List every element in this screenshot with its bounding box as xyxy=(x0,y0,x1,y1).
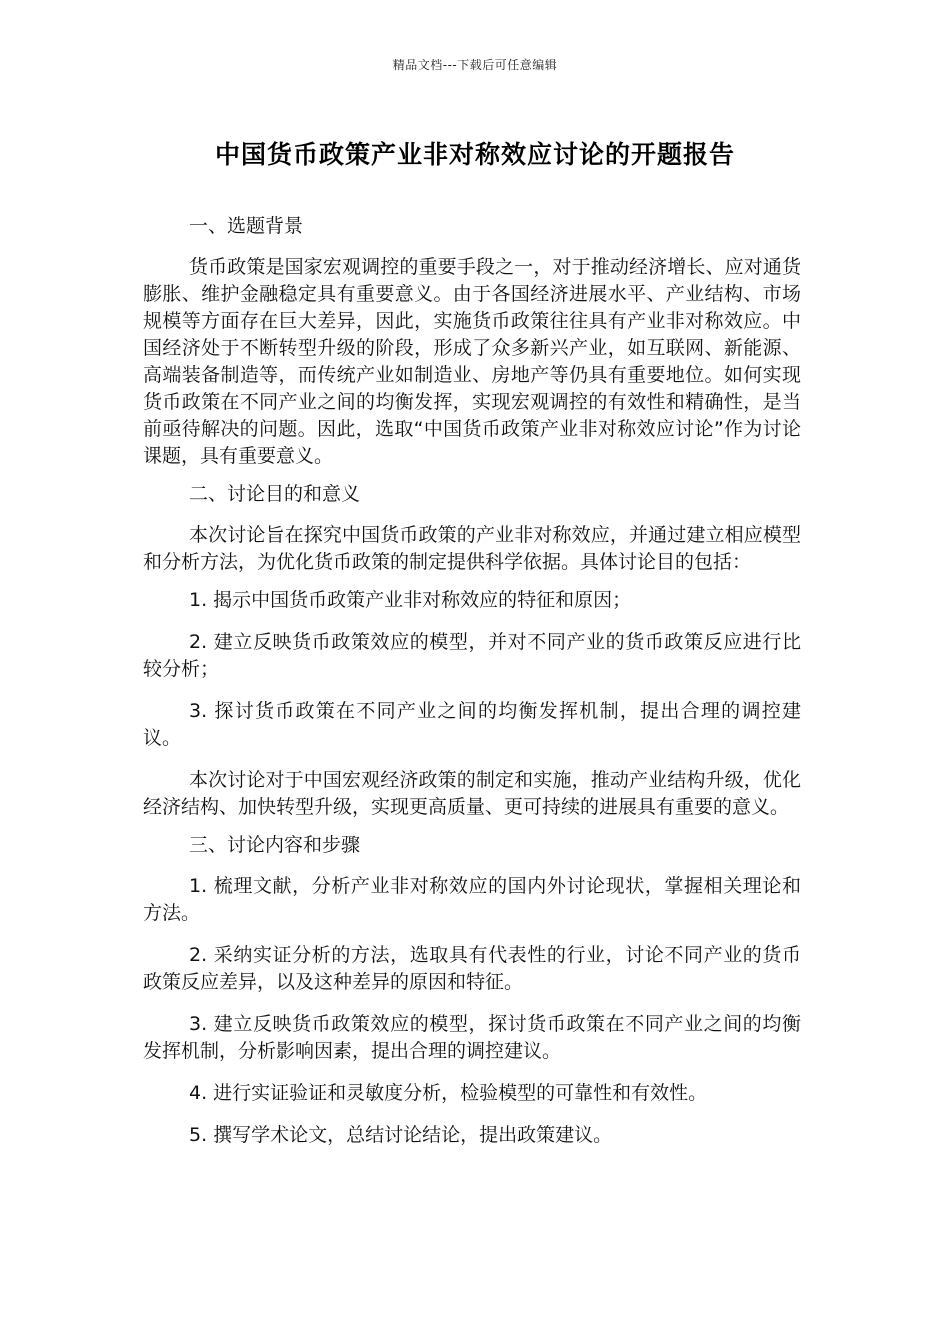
purpose-item-2: 2. 建立反映货币政策效应的模型，并对不同产业的货币政策反应进行比较分析； xyxy=(143,631,801,680)
section-heading-purpose: 二、讨论目的和意义 xyxy=(189,483,361,505)
content-item-4: 4. 进行实证验证和灵敏度分析，检验模型的可靠性和有效性。 xyxy=(189,1082,708,1104)
section-heading-background: 一、选题背景 xyxy=(189,215,304,237)
background-paragraph: 货币政策是国家宏观调控的重要手段之一，对于推动经济增长、应对通货膨胀、维护金融稳定具有重要意义。由于各国经济进展水平、产业结构、市场规模等方面存在巨大差异，因此，实施货币政策往往具有产业非对称效应。中国经济处于不断转型升级的阶段，形成了众多新兴产业，如互联网、新能源、高端装备制造等，而传统产业如制造业、房地产等仍具有重要地位。如何实现货币政策在不同产业之间的均衡发挥，实现宏观调控的有效性和精确性，是当前亟待解决的问题。因此，选取“中国货币政策产业非对称效应讨论”作为讨论课题，具有重要意义。 xyxy=(143,256,801,467)
section-heading-content: 三、讨论内容和步骤 xyxy=(189,834,361,856)
content-item-5: 5. 撰写学术论文，总结讨论结论，提出政策建议。 xyxy=(189,1124,613,1146)
purpose-item-3: 3. 探讨货币政策在不同产业之间的均衡发挥机制，提出合理的调控建议。 xyxy=(143,700,801,749)
content-item-2: 2. 采纳实证分析的方法，选取具有代表性的行业，讨论不同产业的货币政策反应差异，以及这种差异的原因和特征。 xyxy=(143,944,801,993)
purpose-significance-paragraph: 本次讨论对于中国宏观经济政策的制定和实施，推动产业结构升级，优化经济结构、加快转型升级，实现更高质量、更可持续的进展具有重要的意义。 xyxy=(143,769,801,818)
document-body xyxy=(143,213,801,1164)
content-item-3: 3. 建立反映货币政策效应的模型，探讨货币政策在不同产业之间的均衡发挥机制，分析影响因素，提出合理的调控建议。 xyxy=(143,1013,801,1062)
purpose-intro-paragraph: 本次讨论旨在探究中国货币政策的产业非对称效应，并通过建立相应模型和分析方法，为优化货币政策的制定提供科学依据。具体讨论目的包括： xyxy=(143,524,801,573)
purpose-item-1: 1. 揭示中国货币政策产业非对称效应的特征和原因； xyxy=(189,589,632,611)
document-title: 中国货币政策产业非对称效应讨论的开题报告 xyxy=(214,140,735,169)
header-note: 精品文档---下载后可任意编辑 xyxy=(392,58,558,72)
content-item-1: 1. 梳理文献，分析产业非对称效应的国内外讨论现状，掌握相关理论和方法。 xyxy=(143,875,801,924)
